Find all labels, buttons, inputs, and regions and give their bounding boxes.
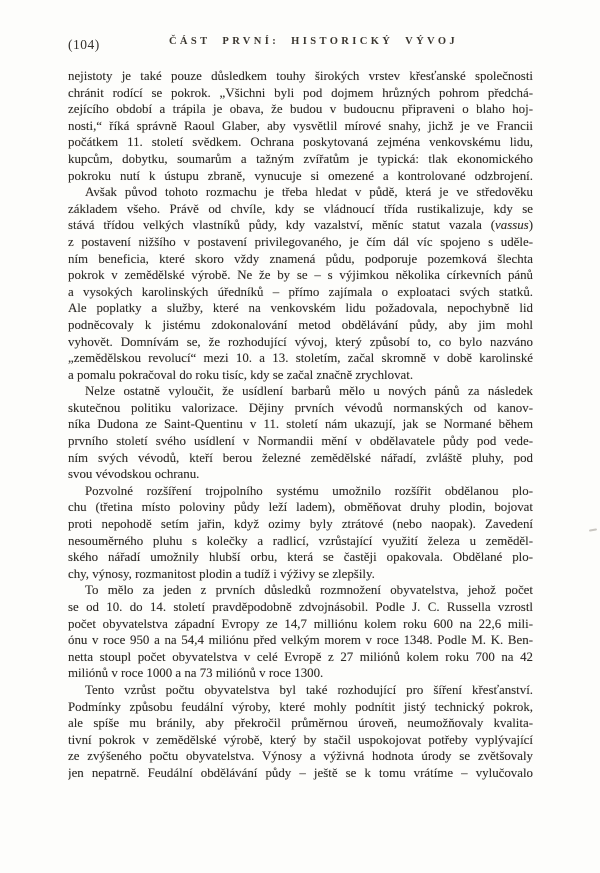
text-line: „zemědělskou revolucí“ mezi 10. a 13. stoletím, začal skromně v době karolinské [68, 351, 533, 366]
text-line: níka Dudona ze Saint-Quentinu v 11. století nám ukazují, jak se Normané během [68, 417, 533, 432]
page-body [68, 68, 533, 782]
paragraph [68, 682, 533, 782]
text-line: proti nepohodě setím jařin, když ozimy byly ztrátové (nebo naopak). Zavedení [68, 517, 533, 532]
paragraph [68, 184, 533, 383]
text-line: svou vévodskou ochranu. [68, 467, 200, 482]
running-header [68, 36, 533, 54]
text-line: nejistoty je také pouze důsledkem touhy širokých vrstev křesťanské společnosti [68, 69, 533, 83]
text-line: jen nepatrně. Feudální obdělávání půdy – ještě se k tomu vrátíme – vylučovalo [68, 765, 533, 780]
text-line: pokrok v zemědělské výrobě. Ne že by se – s výjimkou několika církevních pánů [68, 268, 533, 283]
text-line: počátkem 11. století svědkem. Ochrana poskytovaná zejména venkovskému lidu, [68, 135, 533, 150]
text-line: chránit rodící se pokrok. „Všichni byli pod dojmem hrůzných pohrom předchá- [68, 85, 533, 100]
text-line: vyhovět. Domnívám se, že rozhodující vývoj, který způsobí to, co bylo nazváno [68, 334, 533, 349]
text-line: Pozvolné rozšíření trojpolního systému umožnilo rozšířit obdělanou plo- [85, 483, 533, 498]
paragraph [68, 483, 533, 583]
scan-artifact [589, 528, 597, 531]
paragraph [68, 68, 533, 184]
text-line: zejícího období a trápila je obava, že budou v budoucnu připraveni o blaho hoj- [68, 102, 533, 117]
paragraph [68, 383, 533, 483]
text-line: chu (třetina místo poloviny půdy leží ladem), obměňovat druhy plodin, bojovat [68, 500, 533, 515]
text-line: miliónů v roce 1000 a na 73 miliónů v roce 1300. [68, 666, 324, 681]
text-line: podněcovaly k jistému zdokonalování metod obdělávání půdy, aby jim mohl [68, 317, 533, 332]
text-line: se od 10. do 14. století pravděpodobně zdvojnásobil. Podle J. C. Russella vzrostl [68, 600, 533, 614]
text-line: tivní pokrok v zemědělské výrobě, který by stačil uspokojovat potřeby vyplývající [68, 732, 533, 747]
text-line: a vysokých karolinských úředníků – přímo zajímala o exploataci svých statků. [68, 284, 533, 299]
page-number: (104) [68, 37, 100, 52]
text-line: skutečnou politiku valorizace. Dějiny prvních vévodů normanských od kanov- [68, 400, 533, 415]
text-line: To mělo za jeden z prvních důsledků rozmnožení obyvatelstva, jehož počet [85, 583, 533, 598]
text-line: ónu v roce 950 a na 54,4 miliónu před velkým morem v roce 1348. Podle M. K. Ben- [68, 633, 533, 648]
text-line: ním svých vévodů, kteří berou železné zemědělské nářadí, zvláště pluhy, pod [68, 450, 533, 465]
text-line: stává třídou velkých vlastníků půdy, kdy vazalství, měníc statut vazala (vassus) [68, 218, 533, 233]
text-line: Avšak původ tohoto rozmachu je třeba hledat v půdě, která je ve středověku [85, 185, 533, 200]
text-line: nosti,“ říká správně Raoul Glaber, aby vysvětlil mírové snahy, jichž je ve Francii [68, 118, 533, 133]
text-line: pokroku nutí k ústupu zbraně, vynucuje si omezené a kontrolované odzbrojení. [68, 168, 533, 183]
paragraph [68, 582, 533, 682]
text-line: Ale poplatky a služby, které na venkovském lidu požadovala, nepochybně lid [68, 301, 533, 316]
text-line: ním beneficia, které skoro vždy znamená půdu, podporuje pozemková šlechta [68, 251, 533, 266]
text-line: počet obyvatelstva západní Evropy ze 14,7 milliónu kolem roku 600 na 22,6 mili- [68, 616, 533, 631]
text-line: Podmínky způsobu feudální výroby, které mohly podnítit jistý technický pokrok, [68, 699, 533, 714]
text-line: ského nářadí umožnily hlubší orbu, která se častěji opakovala. Obdělané plo- [68, 550, 533, 565]
text-line: nesouměrného pluhu s kolečky a radlicí, vzrůstající využití železa u zeměděl- [68, 533, 533, 548]
text-line: z postavení nižšího v postavení privilegovaného, je čím dál víc spojeno s uděle- [68, 234, 533, 249]
text-line: Nelze ostatně vyloučit, že usídlení barbarů mělo u nových pánů za následek [85, 384, 533, 399]
text-line: a pomalu pokračoval do roku tisíc, kdy se začal značně zrychlovat. [68, 367, 414, 382]
text-line: prvního století svého usídlení v Normandii mění v obdělavatele půdy pod vede- [68, 434, 533, 449]
text-line: kupcům, dobytku, soumarům a tažným zvířatům je typická: tlak ekonomického [68, 151, 533, 166]
text-line: ze zvýšeného počtu obyvatelstva. Výnosy a výživná hodnota úrody se zvětšovaly [68, 749, 533, 764]
text-line: ale spíše mu bránily, aby překročil průměrnou úroveň, neumožňovaly kvalita- [68, 716, 533, 731]
text-line: netta stoupl počet obyvatelstva v celé Evropě z 27 miliónů kolem roku 700 na 42 [68, 649, 533, 664]
text-line: základem všeho. Právě od chvíle, kdy se vládnoucí třída rustikalizuje, kdy se [68, 201, 533, 216]
text-line: chy, výnosy, rozmanitost plodin a tudíž i výživy se zlepšily. [68, 566, 375, 581]
text-line: Tento vzrůst počtu obyvatelstva byl také rozhodující pro šíření křesťanství. [85, 682, 533, 697]
running-head-title: ČÁST PRVNÍ: HISTORICKÝ VÝVOJ [168, 36, 459, 47]
